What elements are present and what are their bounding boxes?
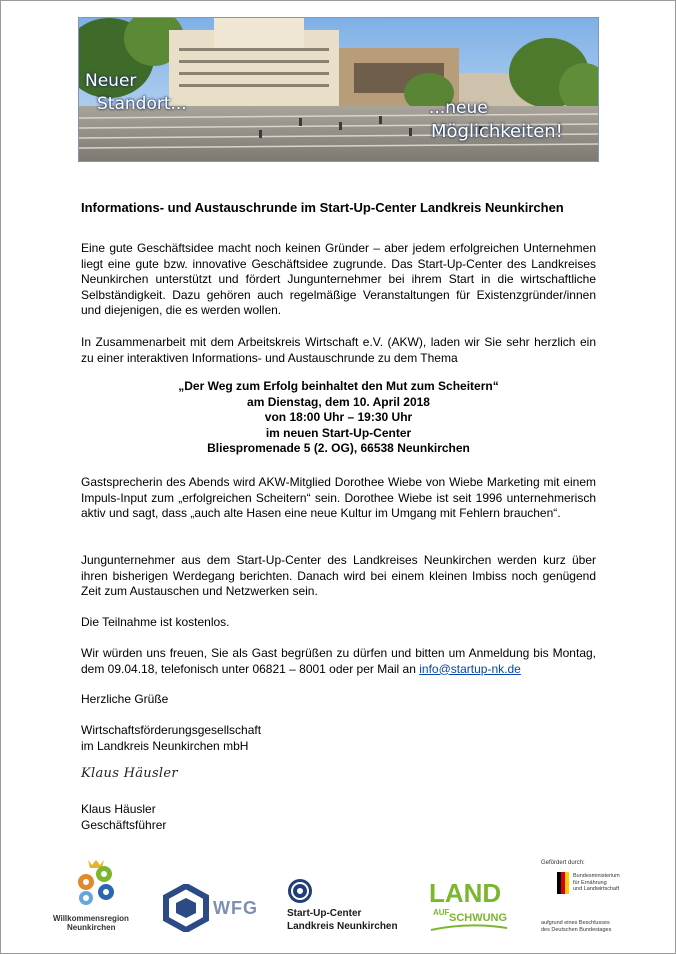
event-details	[81, 379, 596, 457]
registration-text: Wir würden uns freuen, Sie als Gast begrüßen zu dürfen und bitten um Anmeldung bis Montag, dem 09.04.18, telefonisch unter 06821 – 8001 oder per Mail an	[81, 646, 596, 676]
german-flag-eagle-icon	[557, 872, 569, 894]
event-date: am Dienstag, dem 10. April 2018	[247, 394, 430, 409]
document-heading: Informations- und Austauschrunde im Start-Up-Center Landkreis Neunkirchen	[81, 200, 564, 215]
banner-text-moeglichkeiten: Möglichkeiten!	[431, 121, 563, 142]
sponsor-logos	[53, 856, 641, 941]
willkommensregion-line2: Neunkirchen	[67, 923, 116, 932]
event-venue: im neuen Start-Up-Center	[265, 425, 412, 440]
bmel-logo	[541, 860, 641, 940]
startup-center-line2: Landkreis Neunkirchen	[287, 921, 398, 932]
invitation-paragraph: In Zusammenarbeit mit dem Arbeitskreis Wirtschaft e.V. (AKW), laden wir Sie sehr herzlich ein zu einer interaktiven Informations- und Austauschrunde zu dem Thema	[81, 335, 596, 365]
swoosh-icon	[429, 922, 509, 934]
event-time: von 18:00 Uhr – 19:30 Uhr	[264, 410, 413, 425]
startup-center-logo	[283, 878, 423, 938]
bmel-resolution	[541, 920, 611, 934]
bmel-line3: und Landwirtschaft	[573, 886, 620, 892]
intro-paragraph: Eine gute Geschäftsidee macht noch keinen Gründer – aber jedem erfolgreichen Unternehmen liegt eine gute bzw. innovative Geschäftsidee zugrunde. Das Start-Up-Center des Landkreises Neunkirchen unterstützt und fördert Jungunternehmer bei ihrem Start in die wirtschaftliche Selbständigkeit. Dazu gehören auch regelmäßige Veranstaltungen für Existenzgründer/innen und diejenigen, die es werden wollen.	[81, 241, 596, 318]
schwung-text: SCHWUNG	[449, 912, 508, 924]
bmel-line1: Bundesministerium	[573, 873, 620, 879]
handwritten-signature: Klaus Häusler	[81, 766, 178, 781]
banner-text-neuer: Neuer	[85, 71, 137, 91]
auf-text: AUF	[433, 908, 450, 917]
banner-text-standort: Standort...	[97, 94, 187, 114]
speaker-paragraph: Gastsprecherin des Abends wird AKW-Mitglied Dorothee Wiebe von Wiebe Marketing mit einem Impuls-Input zum „erfolgreichen Scheitern“ sein. Dorothee Wiebe ist seit 1996 unternehmerisch aktiv und sagt, dass „auch alte Hasen eine neue Kultur im Umgang mit Fehlern brauchen“.	[81, 475, 596, 521]
willkommensregion-line1: Willkommensregion	[53, 914, 129, 923]
willkommensregion-icon	[61, 856, 141, 906]
signer-name: Klaus Häusler	[81, 802, 156, 816]
organisation-line-2: im Landkreis Neunkirchen mbH	[81, 739, 249, 753]
bmel-funded-by: Gefördert durch:	[541, 860, 585, 866]
bmel-bottom2: des Deutschen Bundestages	[541, 927, 612, 933]
event-topic: „Der Weg zum Erfolg beinhaltet den Mut zum Scheitern“	[178, 379, 499, 393]
wfg-text: WFG	[213, 898, 258, 918]
registration-paragraph	[81, 646, 596, 677]
wfg-logo	[161, 884, 261, 934]
land-text: LAND	[429, 878, 502, 908]
bmel-line2: für Ernährung	[573, 879, 607, 886]
signer-title: Geschäftsführer	[81, 818, 167, 832]
bmel-bottom1: aufgrund eines Beschlusses	[541, 920, 610, 926]
land-auf-schwung-logo	[429, 878, 529, 938]
greeting: Herzliche Grüße	[81, 692, 169, 706]
startups-paragraph: Jungunternehmer aus dem Start-Up-Center des Landkreises Neunkirchen werden kurz über ihren bisherigen Werdegang berichten. Danach wird bei einem kleinen Imbiss noch genügend Zeit zum Austauschen und Netzwerken sein.	[81, 553, 596, 599]
bmel-name	[573, 873, 620, 893]
email-link[interactable]: info@startup-nk.de	[419, 661, 521, 676]
wfg-emblem-icon	[161, 884, 211, 932]
organisation-line-1: Wirtschaftsförderungsgesellschaft	[81, 723, 262, 737]
banner-text-neue: ...neue	[429, 98, 488, 118]
header-banner-image	[78, 17, 599, 162]
startup-center-icon	[287, 878, 313, 904]
startup-center-line1: Start-Up-Center	[287, 908, 362, 919]
willkommensregion-logo	[53, 856, 141, 936]
free-participation: Die Teilnahme ist kostenlos.	[81, 615, 230, 629]
event-address: Bliespromenade 5 (2. OG), 66538 Neunkirchen	[207, 441, 470, 456]
